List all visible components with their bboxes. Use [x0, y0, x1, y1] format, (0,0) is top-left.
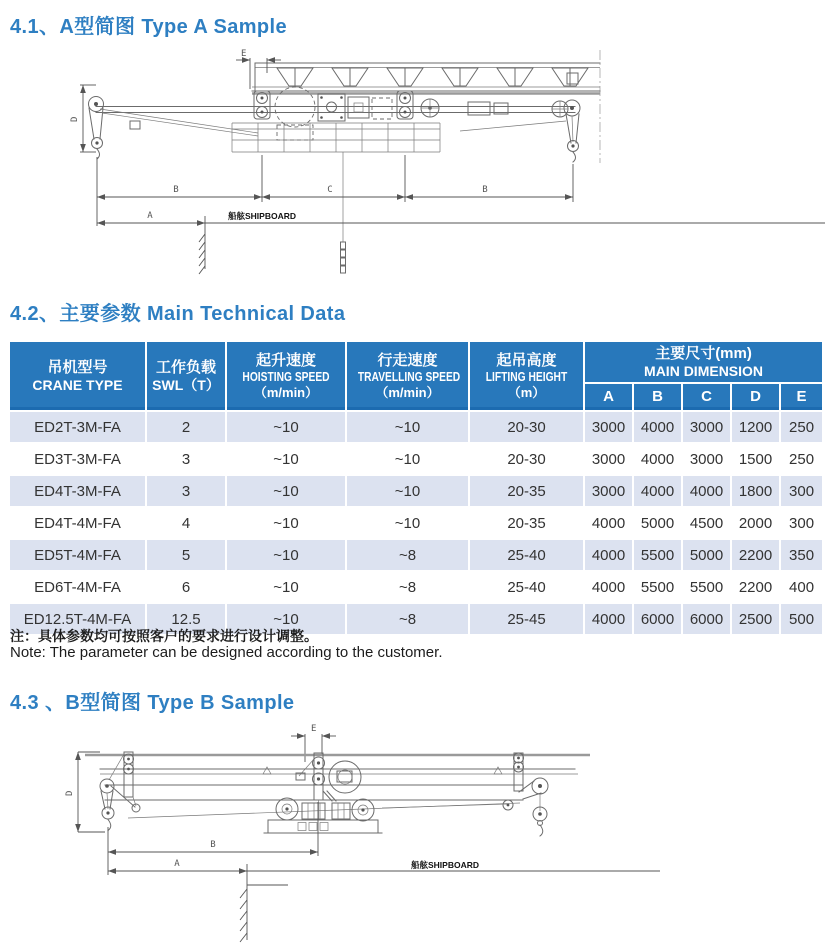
dim-label-e: E [311, 724, 317, 734]
dim-label-b-right: B [482, 185, 488, 195]
header-travelling-en: TRAVELLING SPEED [357, 369, 461, 384]
table-cell: 400 [780, 571, 823, 603]
header-swl [146, 341, 226, 411]
header-lifting-en: LIFTING HEIGHT [485, 369, 568, 384]
table-cell: 300 [780, 475, 823, 507]
table-row [9, 571, 823, 603]
header-main-dim-en: MAIN DIMENSION [644, 362, 764, 379]
table-cell: 2 [146, 411, 226, 443]
table-cell: 300 [780, 507, 823, 539]
table-cell: 5500 [682, 571, 731, 603]
table-cell: 4000 [633, 475, 682, 507]
table-cell: 250 [780, 411, 823, 443]
note-english: Note: The parameter can be designed according to the customer. [10, 644, 443, 661]
table-cell: ~10 [346, 507, 469, 539]
dimension-a-shipboard [108, 856, 660, 942]
dim-label-e: E [241, 49, 247, 59]
platform-railing [232, 123, 440, 152]
table-cell: ~10 [226, 507, 346, 539]
wall-hatch [199, 230, 205, 274]
dimension-d [65, 752, 105, 832]
table-cell: 6 [146, 571, 226, 603]
header-crane-type-en: CRANE TYPE [32, 376, 123, 393]
hoist-chain [341, 152, 346, 273]
dim-label-d: D [70, 116, 80, 122]
header-hoisting-en: HOISTING SPEED [242, 369, 330, 384]
header-main-dimension [584, 341, 823, 383]
table-cell: 3000 [584, 475, 633, 507]
central-mast-winch [296, 753, 361, 820]
table-cell: ~8 [346, 603, 469, 634]
table-cell: 4000 [682, 475, 731, 507]
main-technical-data-table [8, 340, 824, 634]
table-cell: 5 [146, 539, 226, 571]
table-cell: 25-45 [469, 603, 584, 634]
table-cell: 6000 [633, 603, 682, 634]
table-cell: ~10 [226, 539, 346, 571]
table-cell: 20-30 [469, 411, 584, 443]
table-cell: 2200 [731, 539, 780, 571]
header-travelling-unit: （m/min） [375, 384, 440, 400]
header-lifting-height [469, 341, 584, 411]
note-chinese: 注：具体参数均可按照客户的要求进行设计调整。 [10, 628, 318, 644]
table-cell: ED6T-4M-FA [9, 571, 146, 603]
trolley-machinery [254, 87, 439, 140]
table-body [9, 411, 823, 634]
table-cell: 5000 [682, 539, 731, 571]
header-dim-c: C [682, 383, 731, 411]
dimension-e [236, 49, 281, 89]
section-title-4-3: 4.3 、B型简图 Type B Sample [10, 692, 295, 714]
dim-label-a: A [174, 859, 180, 869]
header-hoisting-unit: （m/min） [253, 384, 319, 400]
header-dim-d: D [731, 383, 780, 411]
table-cell: ~10 [226, 475, 346, 507]
table-cell: 4500 [682, 507, 731, 539]
deck-girder [252, 63, 600, 94]
section-title-4-1: 4.1、A型简图 Type A Sample [10, 16, 288, 38]
table-cell: 3000 [584, 411, 633, 443]
table-cell: ED2T-3M-FA [9, 411, 146, 443]
header-swl-en: SWL（T） [152, 376, 220, 393]
table-cell: 1500 [731, 443, 780, 475]
table-cell: ED5T-4M-FA [9, 539, 146, 571]
table-cell: 25-40 [469, 571, 584, 603]
header-lifting-zh: 起吊高度 [496, 351, 557, 369]
header-hoisting-speed [226, 341, 346, 411]
header-swl-zh: 工作负载 [155, 358, 216, 376]
table-cell: 4000 [633, 443, 682, 475]
header-lifting-unit: （m） [507, 384, 546, 400]
dimension-a-shipboard [97, 202, 825, 274]
wall-hatch [240, 878, 288, 942]
table-cell: ~10 [346, 475, 469, 507]
section-title-4-2: 4.2、主要参数 Main Technical Data [10, 303, 346, 325]
dim-label-c: C [327, 185, 333, 195]
table-cell: ED4T-4M-FA [9, 507, 146, 539]
table-row [9, 475, 823, 507]
table-cell: ~8 [346, 539, 469, 571]
table-cell: 6000 [682, 603, 731, 634]
table-cell: 2500 [731, 603, 780, 634]
table-cell: 4000 [584, 571, 633, 603]
dim-label-b-left: B [173, 185, 179, 195]
table-cell: ~10 [346, 411, 469, 443]
left-davit-hook [100, 779, 140, 831]
header-main-dim-zh: 主要尺寸(mm) [655, 344, 752, 362]
table-cell: ED12.5T-4M-FA [9, 603, 146, 634]
table-cell: 350 [780, 539, 823, 571]
table-cell: 1800 [731, 475, 780, 507]
table-cell: 20-35 [469, 475, 584, 507]
table-cell: 4000 [584, 507, 633, 539]
dim-label-b: B [210, 840, 216, 850]
header-dim-b: B [633, 383, 682, 411]
table-cell: 3000 [682, 443, 731, 475]
table-cell: 25-40 [469, 539, 584, 571]
table-cell: ~10 [226, 603, 346, 634]
table-cell: 500 [780, 603, 823, 634]
table-cell: 250 [780, 443, 823, 475]
table-cell: 4000 [633, 411, 682, 443]
table-cell: 1200 [731, 411, 780, 443]
table-cell: ~8 [346, 571, 469, 603]
table-cell: ED3T-3M-FA [9, 443, 146, 475]
table-cell: 3 [146, 475, 226, 507]
header-dim-a: A [584, 383, 633, 411]
shipboard-label: 船舷SHIPBOARD [410, 860, 480, 870]
table-cell: 4000 [584, 603, 633, 634]
table-cell: ~10 [346, 443, 469, 475]
header-dim-e: E [780, 383, 823, 411]
table-cell: 2000 [731, 507, 780, 539]
type-b-crane-drawing [55, 722, 815, 950]
table-cell: ~10 [226, 411, 346, 443]
trolley [264, 798, 382, 833]
dim-label-a: A [147, 211, 153, 221]
table-cell: 5000 [633, 507, 682, 539]
table-row [9, 411, 823, 443]
header-travelling-speed [346, 341, 469, 411]
table-row [9, 539, 823, 571]
table-cell: ED4T-3M-FA [9, 475, 146, 507]
table-cell: ~10 [226, 443, 346, 475]
header-crane-type-zh: 吊机型号 [47, 358, 108, 376]
left-davit-hook [89, 97, 259, 160]
table-cell: 4000 [584, 539, 633, 571]
table-cell: 3000 [584, 443, 633, 475]
table-cell: 20-35 [469, 507, 584, 539]
header-travelling-zh: 行走速度 [377, 351, 438, 369]
table-cell: 12.5 [146, 603, 226, 634]
table-cell: 3000 [682, 411, 731, 443]
table-cell: ~10 [226, 571, 346, 603]
dim-label-d: D [65, 790, 75, 796]
table-row [9, 443, 823, 475]
table-cell: 20-30 [469, 443, 584, 475]
header-crane-type [9, 341, 146, 411]
table-cell: 5500 [633, 539, 682, 571]
table-cell: 5500 [633, 571, 682, 603]
dimension-bcb [97, 155, 573, 202]
type-a-crane-drawing [30, 45, 830, 293]
table-row [9, 507, 823, 539]
shipboard-label: 船舷SHIPBOARD [227, 211, 297, 221]
table-cell: 4 [146, 507, 226, 539]
table-cell: 3 [146, 443, 226, 475]
header-hoisting-zh: 起升速度 [255, 351, 316, 369]
table-cell: 2200 [731, 571, 780, 603]
